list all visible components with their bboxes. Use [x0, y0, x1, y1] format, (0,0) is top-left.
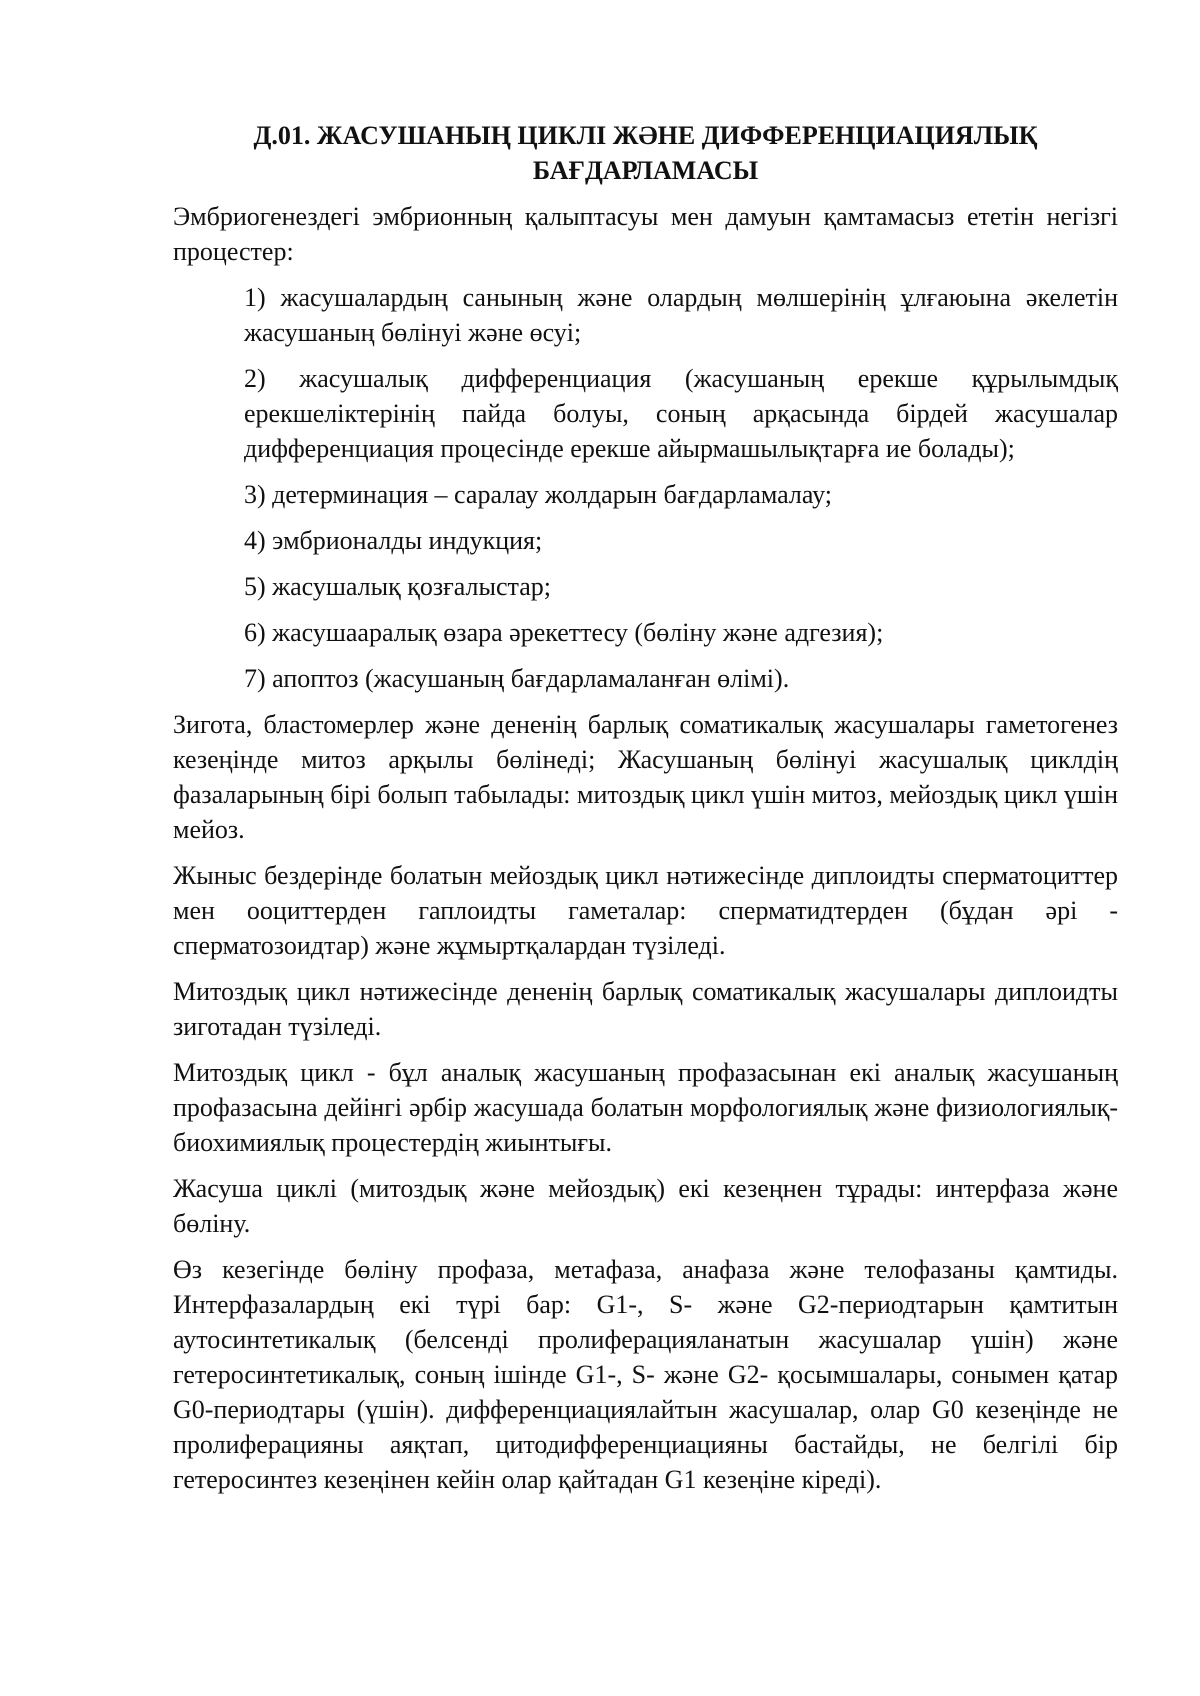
body-paragraph: Митоздық цикл - бұл аналық жасушаның профазасынан екі аналық жасушаның профазасына дейінгі әрбір жасушада болатын морфологиялық және физиологиялық-биохимиялық процестердің жиынтығы.: [173, 1058, 1118, 1157]
body-paragraph: Өз кезегінде бөліну профаза, метафаза, анафаза және телофазаны қамтиды. Интерфазалардың екі түрі бар: G1-, S- және G2-периодтарын қамтитын аутосинтетикалық (белсенді пролиферацияланатын жасушалар үшін) және гетеросинтетикалық, соның ішінде G1-, S- және G2- қосымшалары, сонымен қатар G0-периодтары (үшін). дифференциациялайтын жасушалар, олар G0 кезеңінде не пролиферацияны аяқтап, цитодифференциацияны бастайды, не белгілі бір гетеросинтез кезеңінен кейін олар қайтадан G1 кезеңіне кіреді).: [173, 1255, 1118, 1494]
body-paragraph: Жасуша циклі (митоздық және мейоздық) екі кезеңнен тұрады: интерфаза және бөліну.: [173, 1174, 1118, 1238]
list-item: 4) эмбрионалды индукция;: [244, 526, 543, 555]
list-item: 3) детерминация – саралау жолдарын бағдарламалау;: [244, 480, 832, 509]
body-paragraph: Зигота, бластомерлер және дененің барлық соматикалық жасушалары гаметогенез кезеңінде митоз арқылы бөлінеді; Жасушаның бөлінуі жасушалық циклдің фазаларының бірі болып табылады: митоздық цикл үшін митоз, мейоздық цикл үшін мейоз.: [173, 710, 1118, 844]
document-title: Д.01. ЖАСУШАНЫҢ ЦИКЛІ ЖӘНЕ ДИФФЕРЕНЦИАЦИЯЛЫҚ БАҒДАРЛАМАСЫ: [253, 121, 1038, 185]
body-paragraph: Митоздық цикл нәтижесінде дененің барлық соматикалық жасушалары диплоидты зиготадан түзіледі.: [173, 977, 1118, 1041]
list-item: 7) апоптоз (жасушаның бағдарламаланған өлімі).: [244, 664, 790, 693]
list-item: 5) жасушалық қозғалыстар;: [244, 572, 551, 601]
list-item: 6) жасушааралық өзара әрекеттесу (бөліну және адгезия);: [244, 618, 884, 647]
list-item: 2) жасушалық дифференциация (жасушаның ерекше құрылымдық ерекшеліктерінің пайда болуы, соның арқасында бірдей жасушалар дифференциация процесінде ерекше айырмашылықтарға ие болады);: [244, 364, 1118, 463]
body-paragraph: Жыныс бездерінде болатын мейоздық цикл нәтижесінде диплоидты сперматоциттер мен ооциттерден гаплоидты гаметалар: сперматидтерден (бұдан әрі - сперматозоидтар) және жұмыртқалардан түзіледі.: [173, 861, 1118, 960]
list-item: 1) жасушалардың санының және олардың мөлшерінің ұлғаюына әкелетін жасушаның бөлінуі және өсуі;: [244, 283, 1118, 347]
intro-paragraph: Эмбриогенездегі эмбрионның қалыптасуы мен дамуын қамтамасыз ететін негізгі процестер:: [173, 202, 1118, 266]
document-page: [173, 118, 1118, 1508]
